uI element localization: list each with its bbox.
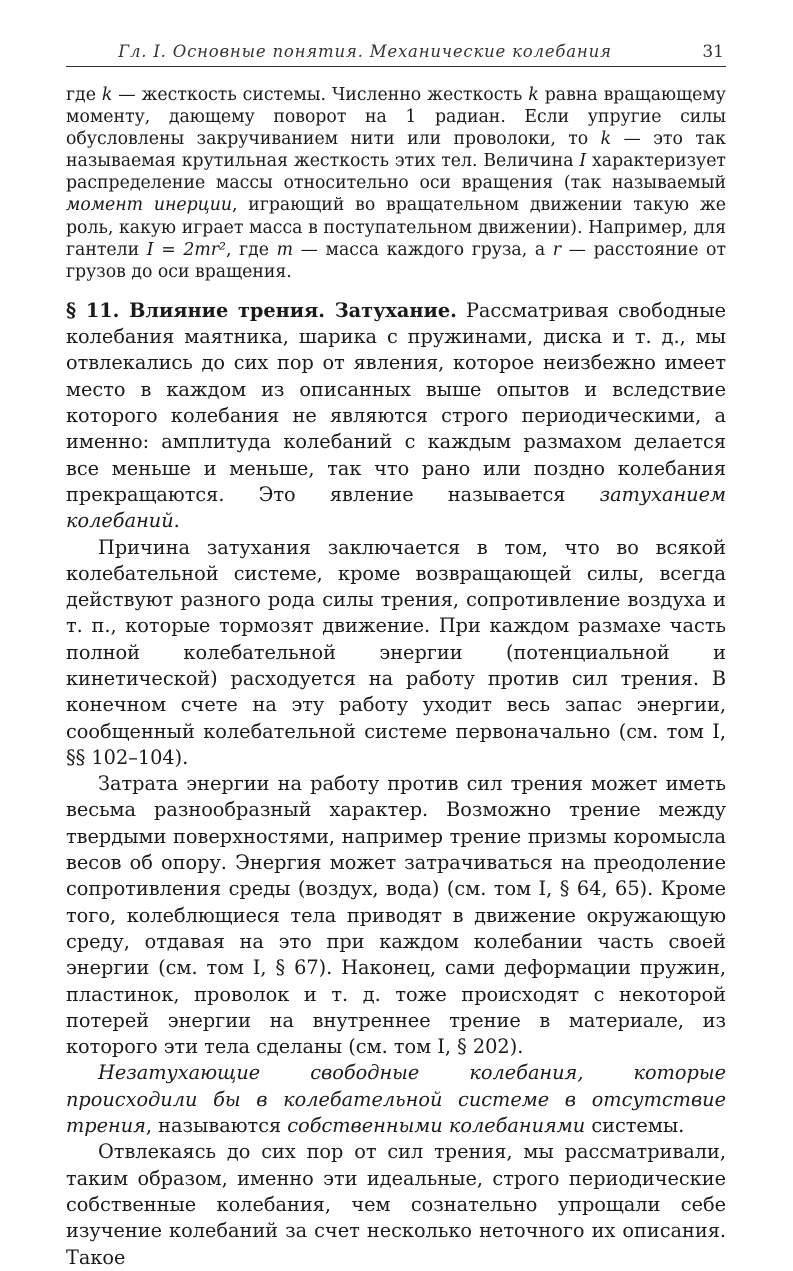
text-run: где: [66, 85, 102, 105]
math-symbol: k: [528, 85, 539, 105]
italic-term: затуханием колебаний: [66, 482, 726, 533]
page-number: 31: [702, 42, 724, 62]
section-11: [66, 298, 726, 1271]
text-run: — это так называемая крутильная жесткость этих тел. Величина: [66, 129, 726, 172]
text-run: — расстояние от грузов до оси вращения.: [66, 239, 727, 282]
math-symbol: r: [552, 239, 562, 260]
math-symbol: I: [579, 151, 587, 172]
math-symbol: m: [276, 239, 293, 260]
text-run: , называются: [145, 1114, 288, 1138]
math-symbol: k: [101, 85, 113, 105]
paragraph-continuation: [66, 84, 726, 283]
page-body: [66, 84, 726, 1271]
text-run: — масса каждого груза, а: [293, 239, 553, 260]
paragraph-5: Отвлекаясь до сих пор от сил трения, мы рассматривали, таким образом, именно эти идеальные, строго периодические собственные колебания, чем сознательно упрощали себе изучение колебаний за счет несколько неточного их описания. Такое: [66, 1140, 726, 1269]
italic-definition: Незатухающие свободные колебания, которые происходили бы в колебательной системе в отсутствие трения: [66, 1061, 726, 1138]
text-run: характеризует распределение массы относительно оси вращения (так называемый: [66, 151, 726, 194]
math-formula: I = 2mr²: [146, 239, 226, 260]
text-run: , играющий во вращательном движении такую же роль, какую играет масса в поступательном движении). Например, для гантели: [66, 195, 726, 260]
text-run: — жесткость системы. Численно жесткость: [112, 85, 529, 105]
running-title: Гл. I. Основные понятия. Механические колебания: [118, 42, 612, 61]
text-run: системы.: [585, 1114, 685, 1138]
text-run: равна вращающему моменту, дающему поворот на 1 радиан. Если упругие силы обусловлены закручиванием нити или проволоки, то: [66, 85, 726, 150]
italic-term: момент инерции: [66, 195, 232, 216]
running-header: [66, 40, 726, 67]
paragraph-4: [66, 1060, 726, 1139]
section-heading: § 11. Влияние трения. Затухание.: [66, 298, 457, 322]
paragraph-3: Затрата энергии на работу против сил трения может иметь весьма разнообразный характер. Возможно трение между твердыми поверхностями, например трение призмы коромысла весов об опору. Энергия может затрачиваться на преодоление сопротивления среды (воздух, вода) (см. том I, § 64, 65). Кроме того, колеблющиеся тела приводят в движение окружающую среду, отдавая на это при каждом колебании часть своей энергии (см. том I, § 67). Наконец, сами деформации пружин, пластинок, проволок и т. д. тоже происходят с некоторой потерей энергии на внутреннее трение в материале, из которого эти тела сделаны (см. том I, § 202).: [66, 772, 726, 1059]
text-run: Рассматривая свободные колебания маятника, шарика с пружинами, диска и т. д., мы отвлекались до сих пор от явления, которое неизбежно имеет место в каждом из описанных выше опытов и вследствие которого колебания не являются строго периодическими, а именно: амплитуда колебаний с каждым размахом делается все меньше и меньше, так что рано или поздно колебания прекращаются. Это явление называется: [66, 298, 726, 506]
italic-term: собственными колебаниями: [287, 1114, 586, 1138]
paragraph-2: Причина затухания заключается в том, что во всякой колебательной системе, кроме возвращающей силы, всегда действуют разного рода силы трения, сопротивление воздуха и т. п., которые тормозят движение. При каждом размахе часть полной колебательной энергии (потенциальной и кинетической) расходуется на работу против сил трения. В конечном счете на эту работу уходит весь запас энергии, сообщенный колебательной системе первоначально (см. том I, §§ 102–104).: [66, 535, 726, 769]
text-run: .: [173, 509, 180, 533]
math-symbol: k: [600, 129, 612, 150]
paragraph-1: [66, 298, 726, 535]
text-run: , где: [225, 239, 277, 260]
